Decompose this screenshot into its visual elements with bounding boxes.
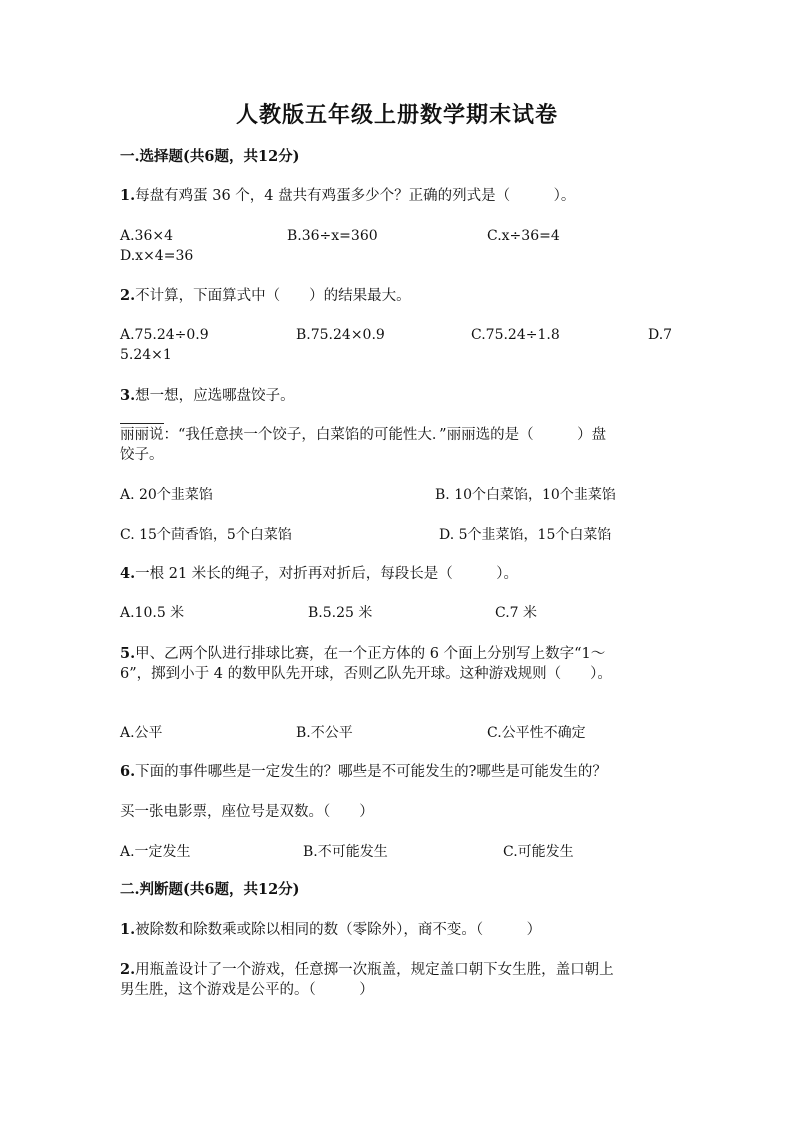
question-number: 5. (120, 645, 136, 662)
question-6-line-2: 买一张电影票，座位号是双数。（ ） (120, 804, 374, 820)
question-text: 不计算，下面算式中（ ）的结果最大。 (135, 288, 411, 304)
question-text: 每盘有鸡蛋 36 个，4 盘共有鸡蛋多少个？正确的列式是（ ）。 (135, 188, 576, 204)
question-text: 用瓶盖设计了一个游戏，任意掷一次瓶盖，规定盖口朝下女生胜，盖口朝上 (135, 962, 614, 978)
option-c: C.可能发生 (503, 844, 574, 860)
question-number: 3. (120, 387, 136, 404)
question-5 (120, 644, 605, 664)
section-heading-judgement: 二.判断题(共6题，共12分) (120, 881, 300, 898)
question-number: 2. (120, 961, 136, 978)
option-a: A.一定发生 (120, 844, 191, 860)
question-number: 1. (120, 187, 136, 204)
option-a: A.36×4 (120, 228, 174, 244)
option-b: B.36÷x=360 (287, 228, 378, 244)
option-c: C.公平性不确定 (487, 725, 586, 741)
option-d: D.x×4=36 (120, 248, 194, 264)
judgement-2-line-2: 男生胜，这个游戏是公平的。（ ） (120, 982, 374, 998)
option-d: D. 5个韭菜馅，15个白菜馅 (439, 527, 612, 543)
speaker-underline (120, 423, 164, 424)
option-c: C.7 米 (495, 605, 538, 621)
option-d-continued: 5.24×1 (120, 347, 172, 363)
option-a: A.10.5 米 (120, 605, 185, 621)
question-text: 被除数和除数乘或除以相同的数（零除外），商不变。（ ） (135, 922, 542, 938)
option-b: B. 10个白菜馅，10个韭菜馅 (435, 487, 616, 503)
question-3 (120, 386, 295, 406)
option-c: C. 15个茴香馅，5个白菜馅 (120, 527, 292, 543)
question-3-line-2: 丽丽说：“我任意挟一个饺子，白菜馅的可能性大．”丽丽选的是（ ）盘 (120, 427, 607, 443)
question-number: 4. (120, 565, 136, 582)
option-d: D.7 (648, 327, 673, 343)
judgement-1 (120, 920, 541, 940)
question-6 (120, 762, 607, 782)
option-b: B.不可能发生 (303, 844, 388, 860)
page-title: 人教版五年级上册数学期末试卷 (235, 102, 558, 128)
question-3-line-3: 饺子。 (120, 447, 164, 463)
option-b: B.不公平 (296, 725, 353, 741)
question-text: 一根 21 米长的绳子，对折再对折后，每段长是（ ）。 (135, 566, 519, 582)
question-number: 6. (120, 763, 136, 780)
judgement-2 (120, 960, 614, 980)
option-a: A.75.24÷0.9 (120, 327, 209, 343)
question-2 (120, 286, 411, 306)
option-b: B.75.24×0.9 (296, 327, 385, 343)
question-text: 想一想，应选哪盘饺子。 (135, 388, 295, 404)
option-a: A. 20个韭菜馅 (120, 487, 213, 503)
question-4 (120, 564, 518, 584)
option-a: A.公平 (120, 725, 163, 741)
option-b: B.5.25 米 (308, 605, 373, 621)
question-1 (120, 186, 575, 206)
section-heading-choice: 一.选择题(共6题，共12分) (120, 148, 300, 165)
question-number: 1. (120, 921, 136, 938)
question-number: 2. (120, 287, 136, 304)
option-c: C.75.24÷1.8 (471, 327, 560, 343)
question-5-line-2: 6”，掷到小于 4 的数甲队先开球，否则乙队先开球。这种游戏规则（ ）。 (120, 666, 612, 682)
question-text: 下面的事件哪些是一定发生的？哪些是不可能发生的?哪些是可能发生的？ (135, 764, 607, 780)
option-c: C.x÷36=4 (487, 228, 560, 244)
question-text: 甲、乙两个队进行排球比赛，在一个正方体的 6 个面上分别写上数字“1～ (135, 646, 606, 662)
